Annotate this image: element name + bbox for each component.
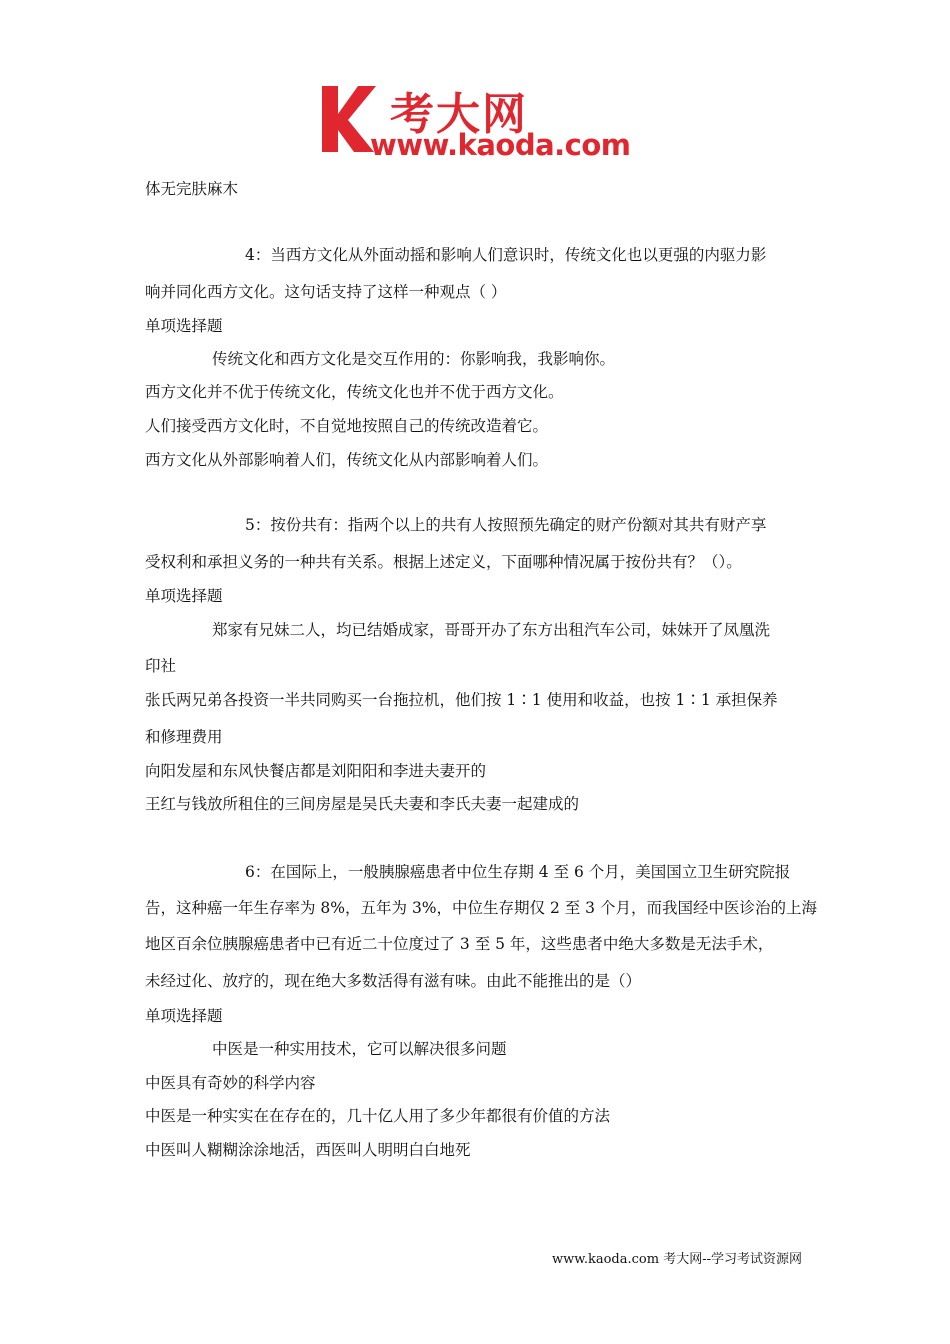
question-4-option[interactable]: 西方文化并不优于传统文化，传统文化也并不优于西方文化。 bbox=[145, 383, 564, 401]
question-4-option[interactable]: 西方文化从外部影响着人们，传统文化从内部影响着人们。 bbox=[145, 451, 549, 469]
question-6-option[interactable]: 中医是一种实实在在存在的，几十亿人用了多少年都很有价值的方法 bbox=[145, 1107, 611, 1125]
question-6-type: 单项选择题 bbox=[145, 1007, 223, 1025]
question-5-option[interactable]: 王红与钱放所租住的三间房屋是吴氏夫妻和李氏夫妻一起建成的 bbox=[145, 795, 580, 813]
logo-name: 考大网 bbox=[390, 89, 528, 140]
question-6-stem-line-2: 告，这种癌一年生存率为 8%，五年为 3%，中位生存期仅 2 至 3 个月，而我国经中医诊治的上海 bbox=[145, 899, 817, 917]
page-footer: www.kaoda.com 考大网--学习考试资源网 bbox=[552, 1252, 802, 1267]
logo-url: www.kaoda.com bbox=[370, 128, 631, 162]
question-4-option[interactable]: 人们接受西方文化时，不自觉地按照自己的传统改造着它。 bbox=[145, 417, 549, 435]
question-5-stem-line-1: 5：按份共有：指两个以上的共有人按照预先确定的财产份额对其共有财产享 bbox=[245, 516, 767, 534]
question-5-option[interactable]: 张氏两兄弟各投资一半共同购买一台拖拉机，他们按 1∶1 使用和收益，也按 1∶1 承担保养 bbox=[145, 691, 778, 709]
question-5-option[interactable]: 向阳发屋和东风快餐店都是刘阳阳和李进夫妻开的 bbox=[145, 762, 487, 780]
question-5-option-continued[interactable]: 和修理费用 bbox=[145, 728, 223, 746]
question-6-option[interactable]: 中医具有奇妙的科学内容 bbox=[145, 1074, 316, 1092]
question-5-type: 单项选择题 bbox=[145, 587, 223, 605]
question-5-stem-line-2: 受权利和承担义务的一种共有关系。根据上述定义，下面哪种情况属于按份共有？（）。 bbox=[145, 553, 742, 571]
question-4-stem-line-1: 4：当西方文化从外面动摇和影响人们意识时，传统文化也以更强的内驱力影 bbox=[245, 246, 767, 264]
intro-fragment: 体无完肤麻木 bbox=[145, 180, 239, 198]
question-4-type: 单项选择题 bbox=[145, 317, 223, 335]
question-6-stem-line-1: 6：在国际上，一般胰腺癌患者中位生存期 4 至 6 个月，美国国立卫生研究院报 bbox=[245, 863, 791, 881]
question-5-option[interactable]: 郑家有兄妹二人，均已结婚成家，哥哥开办了东方出租汽车公司，妹妹开了凤凰洗 bbox=[212, 621, 771, 639]
question-6-option[interactable]: 中医是一种实用技术，它可以解决很多问题 bbox=[212, 1040, 507, 1058]
kaoda-logo[interactable] bbox=[318, 82, 638, 162]
question-4-stem-line-2: 响并同化西方文化。这句话支持了这样一种观点（ ） bbox=[145, 283, 507, 301]
k-logo-icon bbox=[318, 84, 378, 154]
question-4-option[interactable]: 传统文化和西方文化是交互作用的：你影响我，我影响你。 bbox=[212, 350, 616, 368]
question-6-stem-line-4: 未经过化、放疗的，现在绝大多数活得有滋有味。由此不能推出的是（） bbox=[145, 972, 642, 990]
question-6-option[interactable]: 中医叫人糊糊涂涂地活，西医叫人明明白白地死 bbox=[145, 1141, 471, 1159]
question-6-stem-line-3: 地区百余位胰腺癌患者中已有近二十位度过了 3 至 5 年，这些患者中绝大多数是无法手术， bbox=[145, 935, 774, 953]
question-5-option-continued[interactable]: 印社 bbox=[145, 657, 177, 675]
